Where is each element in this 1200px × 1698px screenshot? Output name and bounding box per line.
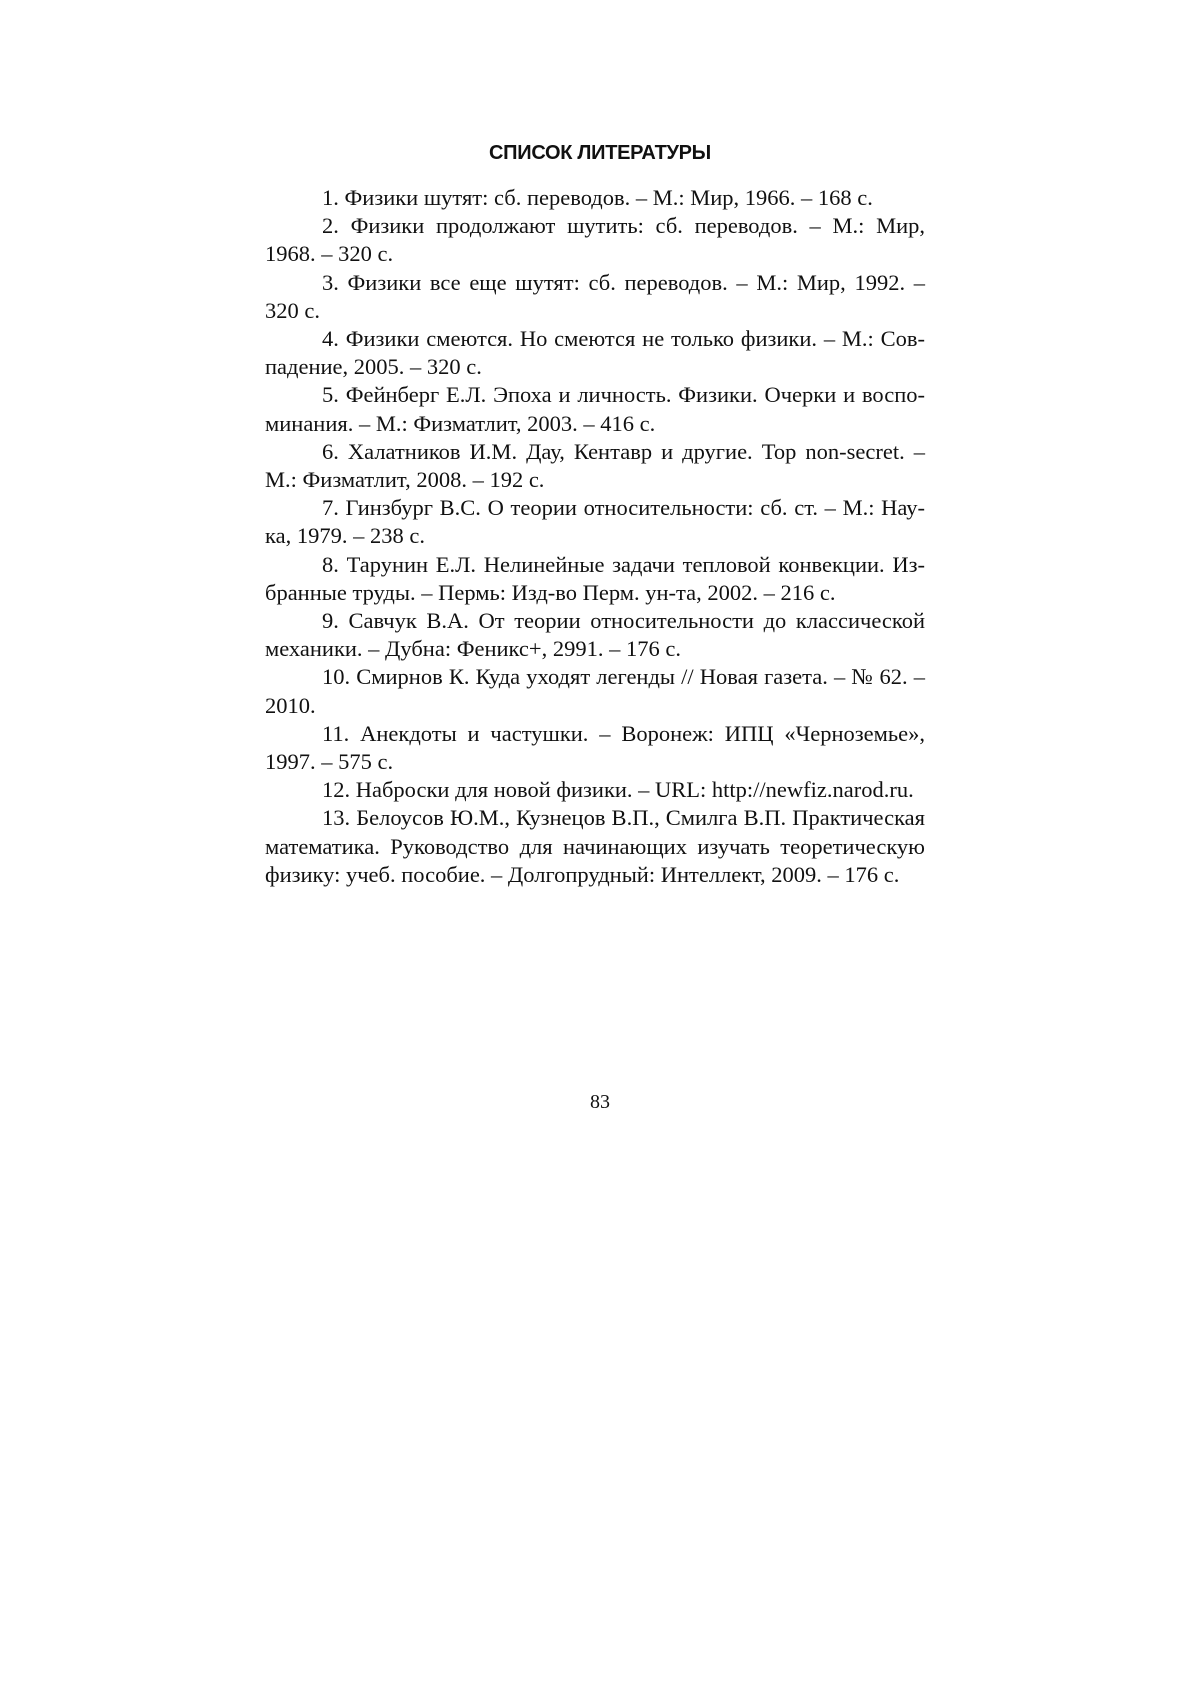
page-number: 83 bbox=[590, 1091, 610, 1113]
reference-item: 5. Фейнберг Е.Л. Эпоха и личность. Физики. Очерки и воспоминания. – М.: Физматлит, 2003. – 416 с. bbox=[265, 382, 925, 436]
reference-item: 10. Смирнов К. Куда уходят легенды // Новая газета. – № 62. – 2010. bbox=[265, 664, 925, 718]
reference-item: 3. Физики все еще шутят: сб. переводов. – М.: Мир, 1992. – 320 с. bbox=[265, 269, 925, 323]
reference-item: 8. Тарунин Е.Л. Нелинейные задачи тепловой конвекции. Избранные труды. – Пермь: Изд-во Перм. ун-та, 2002. – 216 с. bbox=[265, 551, 925, 605]
reference-item: 2. Физики продолжают шутить: сб. переводов. – М.: Мир, 1968. – 320 с. bbox=[265, 213, 925, 267]
reference-item: 1. Физики шутят: сб. переводов. – М.: Мир, 1966. – 168 с. bbox=[322, 185, 873, 210]
reference-item: 4. Физики смеются. Но смеются не только физики. – М.: Совпадение, 2005. – 320 с. bbox=[265, 326, 925, 380]
reference-item: 12. Наброски для новой физики. – URL: http://newfiz.narod.ru. bbox=[322, 777, 914, 803]
reference-item: 6. Халатников И.М. Дау, Кентавр и другие. Top non-secret. – М.: Физматлит, 2008. – 192 с. bbox=[265, 438, 925, 493]
reference-item: 11. Анекдоты и частушки. – Воронеж: ИПЦ «Черноземье», 1997. – 575 с. bbox=[265, 720, 925, 775]
reference-item: 9. Савчук В.А. От теории относительности до классической механики. – Дубна: Феникс+, 2991. – 176 с. bbox=[265, 608, 925, 662]
reference-list bbox=[265, 184, 925, 889]
page-title: СПИСОК ЛИТЕРАТУРЫ bbox=[489, 142, 711, 164]
reference-item: 7. Гинзбург В.С. О теории относительности: сб. ст. – М.: Наука, 1979. – 238 с. bbox=[265, 495, 925, 549]
reference-item: 13. Белоусов Ю.М., Кузнецов В.П., Смилга В.П. Практическая математика. Руководство для начинающих изучать теоретическую физику: учеб. пособие. – Долгопрудный: Интеллект, 2009. – 176 с. bbox=[265, 805, 925, 887]
